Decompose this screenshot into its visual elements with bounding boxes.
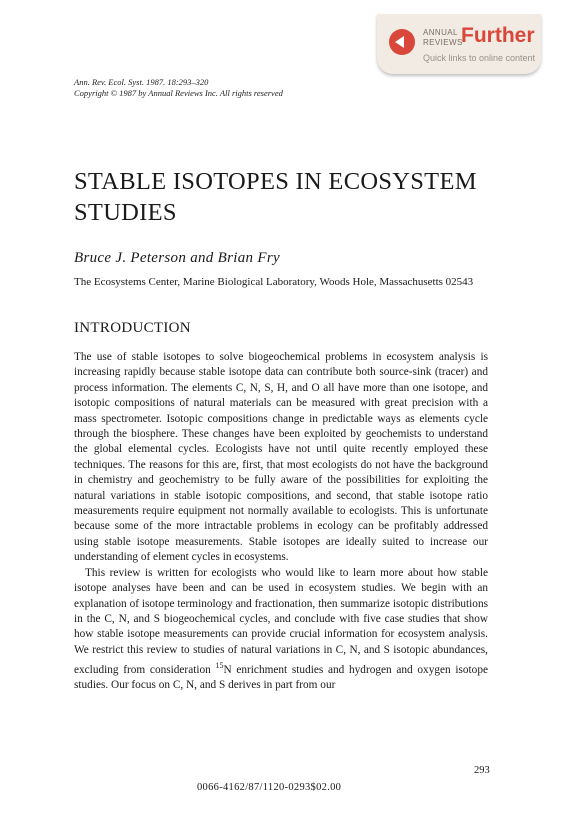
paragraph-text: This review is written for ecologists who would like to learn more about how stable isotope analyses have been and can be used in ecosystem studies. We begin with an explanation of isotope terminology and fractionation, then summarize isotopic distributions in the C, N, and S biogeochemical cycles, and conclude with five case studies that show how stable isotope measurements can provide crucial information for ecosystem analysis. We restrict this review to studies of natural variations in C, N, and S isotopic abundances, excluding from consideration (74, 566, 488, 676)
section-heading: INTRODUCTION (74, 320, 191, 336)
copyright-line: Copyright © 1987 by Annual Reviews Inc. All rights reserved (74, 88, 283, 98)
badge-tagline: Quick links to online content (423, 53, 536, 63)
paragraph (74, 566, 488, 694)
further-arrow-icon (389, 29, 415, 55)
paragraph-text: N enrichment studies and hydrogen and oxygen isotope studies. Our focus on C, N, and S derives in part from our (74, 663, 488, 692)
badge-further-label: Further (461, 24, 535, 47)
body-text (74, 350, 488, 694)
article-authors: Bruce J. Peterson and Brian Fry (74, 250, 280, 266)
badge-annual-label: ANNUAL (423, 28, 458, 37)
page-number: 293 (474, 765, 490, 776)
citation-line: Ann. Rev. Ecol. Syst. 1987. 18:293–320 (74, 77, 209, 87)
paragraph: The use of stable isotopes to solve biogeochemical problems in ecosystem analysis is increasing rapidly because stable isotope data can contribute both source-sink (tracer) and process information. The elements C, N, S, H, and O all have more than one isotope, and isotopic compositions of natural materials can be measured with great precision with a mass spectrometer. Isotopic compositions change in predictable ways as elements cycle through the biosphere. These changes have been exploited by geochemists to understand the global elemental cycles. Ecologists have not until quite recently employed these techniques. The reasons for this are, first, that most ecologists do not have the background in chemistry and geochemistry to be fully aware of the possibilities for exploiting the natural variations in stable isotopic compositions, and second, that stable isotope ratio measurements require equipment not normally available to ecologists. This is unfortunate because some of the more intractable problems in ecology can be profitably addressed using stable isotope measurements. Stable isotopes are ideally suited to increase our understanding of element cycles in ecosystems. (74, 351, 488, 564)
issn-code: 0066-4162/87/1120-0293$02.00 (197, 782, 342, 793)
badge-reviews-label: REVIEWS (423, 38, 463, 47)
annual-reviews-further-badge[interactable] (377, 14, 541, 74)
isotope-superscript: 15 (215, 661, 224, 671)
article-title: STABLE ISOTOPES IN ECOSYSTEM STUDIES (74, 168, 477, 226)
journal-citation (74, 77, 283, 99)
author-affiliation: The Ecosystems Center, Marine Biological Laboratory, Woods Hole, Massachusetts 02543 (74, 276, 474, 288)
